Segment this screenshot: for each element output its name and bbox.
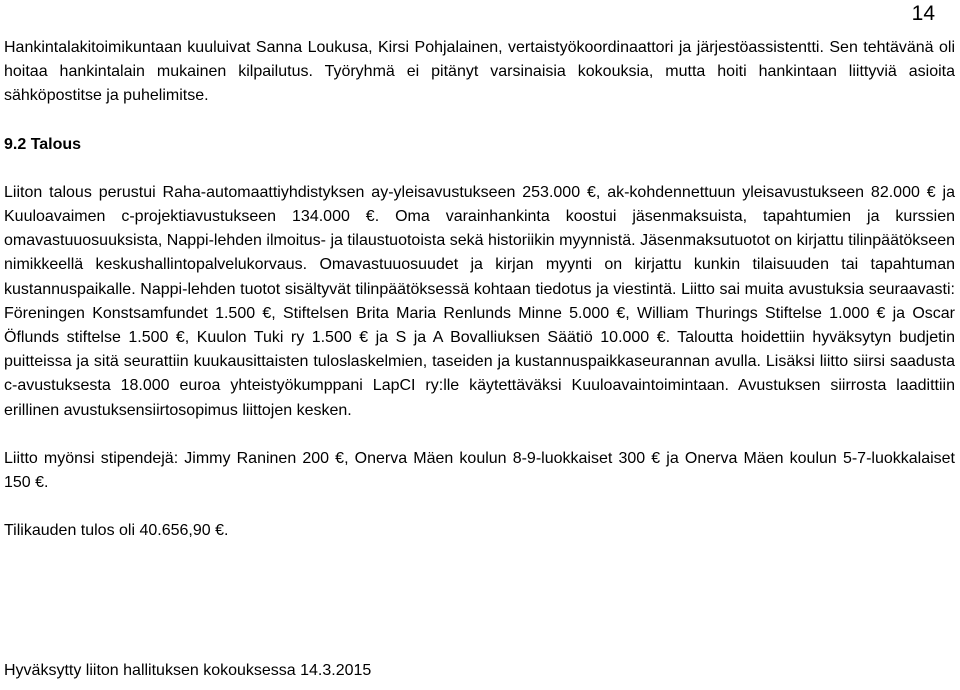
page-number: 14	[911, 2, 935, 25]
approval-footer: Hyväksytty liiton hallituksen kokouksessa 14.3.2015	[4, 662, 372, 679]
intro-paragraph: Hankintalakitoimikuntaan kuuluivat Sanna Loukusa, Kirsi Pohjalainen, vertaistyökoordinaattori ja järjestöassistentti. Sen tehtävänä oli hoitaa hankintalain mukainen kilpailutus. Työryhmä ei pitänyt varsinaisia kokouksia, mutta hoiti hankintaan liittyviä asioita sähköpostitse ja puhelimitse.	[4, 39, 955, 105]
result-paragraph: Tilikauden tulos oli 40.656,90 €.	[4, 522, 229, 540]
document-body	[4, 36, 955, 543]
finance-paragraph: Liiton talous perustui Raha-automaattiyhdistyksen ay-yleisavustukseen 253.000 €, ak-kohdennettuun yleisavustukseen 82.000 € ja Kuuloavaimen c-projektiavustukseen 134.000 €. Oma varainhankinta koostui jäsenmaksuista, tapahtumien ja kurssien omavastuuosuuksista, Nappi-lehden ilmoitus- ja tilaustuotoista sekä historiikin myynnistä. Jäsenmaksutuotot on kirjattu tilinpäätökseen nimikkeellä keskushallintopalvelukorvaus. Omavastuuosuudet ja kirjan myynti on kirjattu kunkin tilaisuuden tai tapahtuman kustannuspaikalle. Nappi-lehden tuotot sisältyvät tilinpäätöksessä kohtaan tiedotus ja viestintä. Liitto sai muita avustuksia seuraavasti: Föreningen Konstsamfundet 1.500 €, Stiftelsen Brita Maria Renlunds Minne 5.000 €, William Thurings Stiftelse 1.000 € ja Oscar Öflunds stiftelse 1.500 €, Kuulon Tuki ry 1.500 € ja S ja A Bovalliuksen Säätiö 10.000 €. Taloutta hoidettiin hyväksytyn budjetin puitteissa ja sitä seurattiin kuukausittaisten tuloslaskelmien, taseiden ja kustannuspaikkaseurannan avulla. Lisäksi liitto siirsi saadusta c-avustuksesta 18.000 euroa yhteistyökumppani LapCI ry:lle käytettäväksi Kuuloavaintoimintaan. Avustuksen siirrosta laadittiin erillinen avustuksensiirtosopimus liittojen kesken.	[4, 183, 955, 419]
scholarships-paragraph: Liitto myönsi stipendejä: Jimmy Raninen 200 €, Onerva Mäen koulun 8-9-luokkaiset 300 € ja Onerva Mäen koulun 5-7-luokkalaiset 150 €.	[4, 449, 955, 492]
section-heading: 9.2 Talous	[4, 135, 82, 153]
